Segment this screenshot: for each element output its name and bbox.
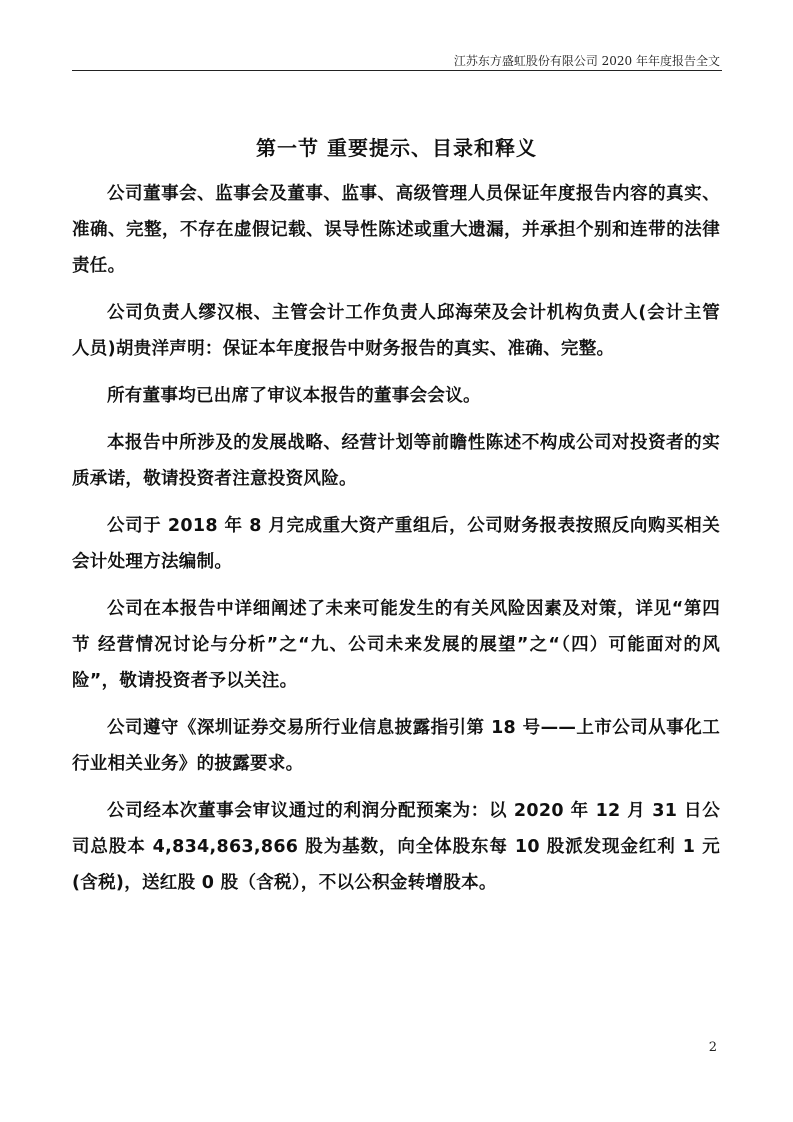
paragraph-profit-distribution: 公司经本次董事会审议通过的利润分配预案为：以 2020 年 12 月 31 日公司总股本 4,834,863,866 股为基数，向全体股东每 10 股派发现金红利 1 元(含税)，送红股 0 股（含税），不以公积金转增股本。 — [72, 801, 720, 893]
paragraph-forward-looking-statements: 本报告中所涉及的发展战略、经营计划等前瞻性陈述不构成公司对投资者的实质承诺，敬请投资者注意投资风险。 — [72, 433, 720, 489]
paragraph-board-guarantee: 公司董事会、监事会及董事、监事、高级管理人员保证年度报告内容的真实、准确、完整，不存在虚假记载、误导性陈述或重大遗漏，并承担个别和连带的法律责任。 — [72, 184, 720, 276]
paragraph-reverse-acquisition: 公司于 2018 年 8 月完成重大资产重组后，公司财务报表按照反向购买相关会计处理方法编制。 — [72, 516, 720, 572]
paragraph-responsible-persons-statement: 公司负责人缪汉根、主管会计工作负责人邱海荣及会计机构负责人(会计主管人员)胡贵洋声明：保证本年度报告中财务报告的真实、准确、完整。 — [72, 303, 720, 359]
header-title: 江苏东方盛虹股份有限公司 2020 年年度报告全文 — [453, 54, 720, 68]
section-title: 第一节 重要提示、目录和释义 — [256, 136, 537, 160]
document-body — [72, 176, 720, 912]
paragraph-risk-factors: 公司在本报告中详细阐述了未来可能发生的有关风险因素及对策，详见“第四节 经营情况讨论与分析”之“九、公司未来发展的展望”之“（四）可能面对的风险”，敬请投资者予以关注。 — [72, 599, 720, 691]
paragraph-disclosure-guideline: 公司遵守《深圳证券交易所行业信息披露指引第 18 号——上市公司从事化工行业相关业务》的披露要求。 — [72, 718, 720, 774]
paragraph-directors-attendance: 所有董事均已出席了审议本报告的董事会会议。 — [107, 386, 481, 406]
page-header — [72, 50, 722, 71]
page-number: 2 — [708, 1040, 717, 1055]
